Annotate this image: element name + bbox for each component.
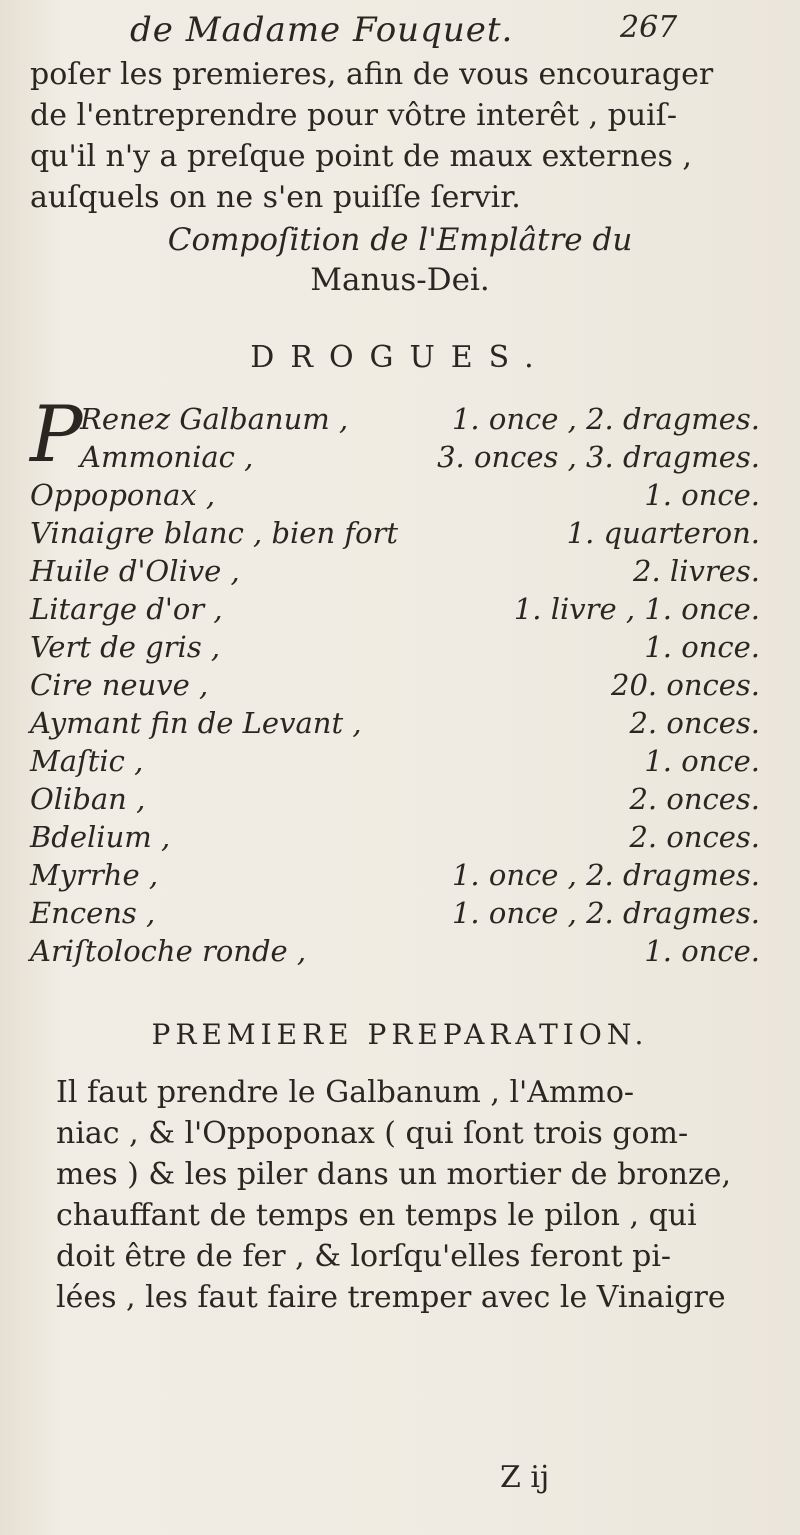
ingredient-name: Myrrhe , xyxy=(30,858,159,892)
drogues-heading: DROGUES. xyxy=(250,340,550,375)
ingredient-quantity: 1. once , 2. dragmes. xyxy=(451,896,760,930)
ingredient-quantity: 1. once , 2. dragmes. xyxy=(451,402,760,436)
preparation-paragraph xyxy=(56,1072,756,1318)
ingredient-row xyxy=(30,554,760,592)
ingredient-row xyxy=(30,934,760,972)
ingredient-row xyxy=(30,668,760,706)
text-line: doit être de fer , & lorſqu'elles feront pi- xyxy=(56,1239,672,1274)
page-number: 267 xyxy=(620,10,678,45)
ingredient-row xyxy=(30,896,760,934)
ingredient-name: Cire neuve , xyxy=(30,668,209,702)
text-line: chauffant de temps en temps le pilon , qui xyxy=(56,1198,697,1233)
ingredient-row xyxy=(30,782,760,820)
ingredient-name: Aymant fin de Levant , xyxy=(30,706,362,740)
ingredient-name: Oppoponax , xyxy=(30,478,216,512)
ingredient-quantity: 1. livre , 1. once. xyxy=(513,592,760,626)
running-title: de Madame Fouquet. xyxy=(130,10,514,50)
signature-mark: Z ij xyxy=(500,1460,550,1495)
ingredient-name: Huile d'Olive , xyxy=(30,554,240,588)
text-line: poſer les premieres, afin de vous encourager xyxy=(30,57,714,92)
ingredient-row xyxy=(30,858,760,896)
ingredient-row xyxy=(30,744,760,782)
ingredient-quantity: 2. onces. xyxy=(629,782,760,816)
page-header xyxy=(0,6,800,52)
ingredient-name: Vinaigre blanc , bien fort xyxy=(30,516,399,550)
ingredient-quantity: 1. once. xyxy=(644,478,760,512)
ingredient-quantity: 2. onces. xyxy=(629,706,760,740)
intro-paragraph xyxy=(30,54,750,218)
ingredient-row xyxy=(30,478,760,516)
ingredient-quantity: 1. once. xyxy=(644,744,760,778)
ingredient-quantity: 1. once , 2. dragmes. xyxy=(451,858,760,892)
ingredient-quantity: 2. livres. xyxy=(633,554,760,588)
preparation-heading: PREMIERE PREPARATION. xyxy=(151,1018,649,1051)
ingredient-list xyxy=(30,390,760,972)
ingredient-row xyxy=(30,820,760,858)
text-line: lées , les faut faire tremper avec le Vinaigre xyxy=(56,1280,726,1315)
ingredient-row xyxy=(30,630,760,668)
section-title-line2: Manus-Dei. xyxy=(310,262,490,298)
ingredient-name: Litarge d'or , xyxy=(30,592,223,626)
section-title-line1: Compoſition de l'Emplâtre du xyxy=(167,222,633,258)
text-line: mes ) & les piler dans un mortier de bronze, xyxy=(56,1157,732,1192)
ingredient-quantity: 3. onces , 3. dragmes. xyxy=(437,440,760,474)
text-line: qu'il n'y a preſque point de maux externes , xyxy=(30,139,692,174)
text-line: niac , & l'Oppoponax ( qui ſont trois gom- xyxy=(56,1116,689,1151)
ingredient-name: Vert de gris , xyxy=(30,630,221,664)
text-line: auſquels on ne s'en puiſſe ſervir. xyxy=(30,180,521,215)
ingredient-row xyxy=(30,706,760,744)
ingredient-row xyxy=(30,516,760,554)
ingredient-quantity: 1. once. xyxy=(644,630,760,664)
ingredient-row xyxy=(30,592,760,630)
ingredient-name: Bdelium , xyxy=(30,820,171,854)
drop-cap: P xyxy=(30,390,83,480)
ingredient-name: Ariſtoloche ronde , xyxy=(30,934,307,968)
ingredient-name: Renez Galbanum , xyxy=(80,402,349,436)
ingredient-row xyxy=(30,440,760,478)
ingredient-quantity: 1. once. xyxy=(644,934,760,968)
text-line: de l'entreprendre pour vôtre interêt , puiſ- xyxy=(30,98,678,133)
text-line: Il faut prendre le Galbanum , l'Ammo- xyxy=(56,1075,635,1110)
ingredient-quantity: 1. quarteron. xyxy=(566,516,760,550)
ingredient-quantity: 2. onces. xyxy=(629,820,760,854)
ingredient-name: Oliban , xyxy=(30,782,146,816)
ingredient-name: Maſtic , xyxy=(30,744,144,778)
ingredient-quantity: 20. onces. xyxy=(611,668,760,702)
ingredient-name: Ammoniac , xyxy=(80,440,254,474)
ingredient-name: Encens , xyxy=(30,896,156,930)
